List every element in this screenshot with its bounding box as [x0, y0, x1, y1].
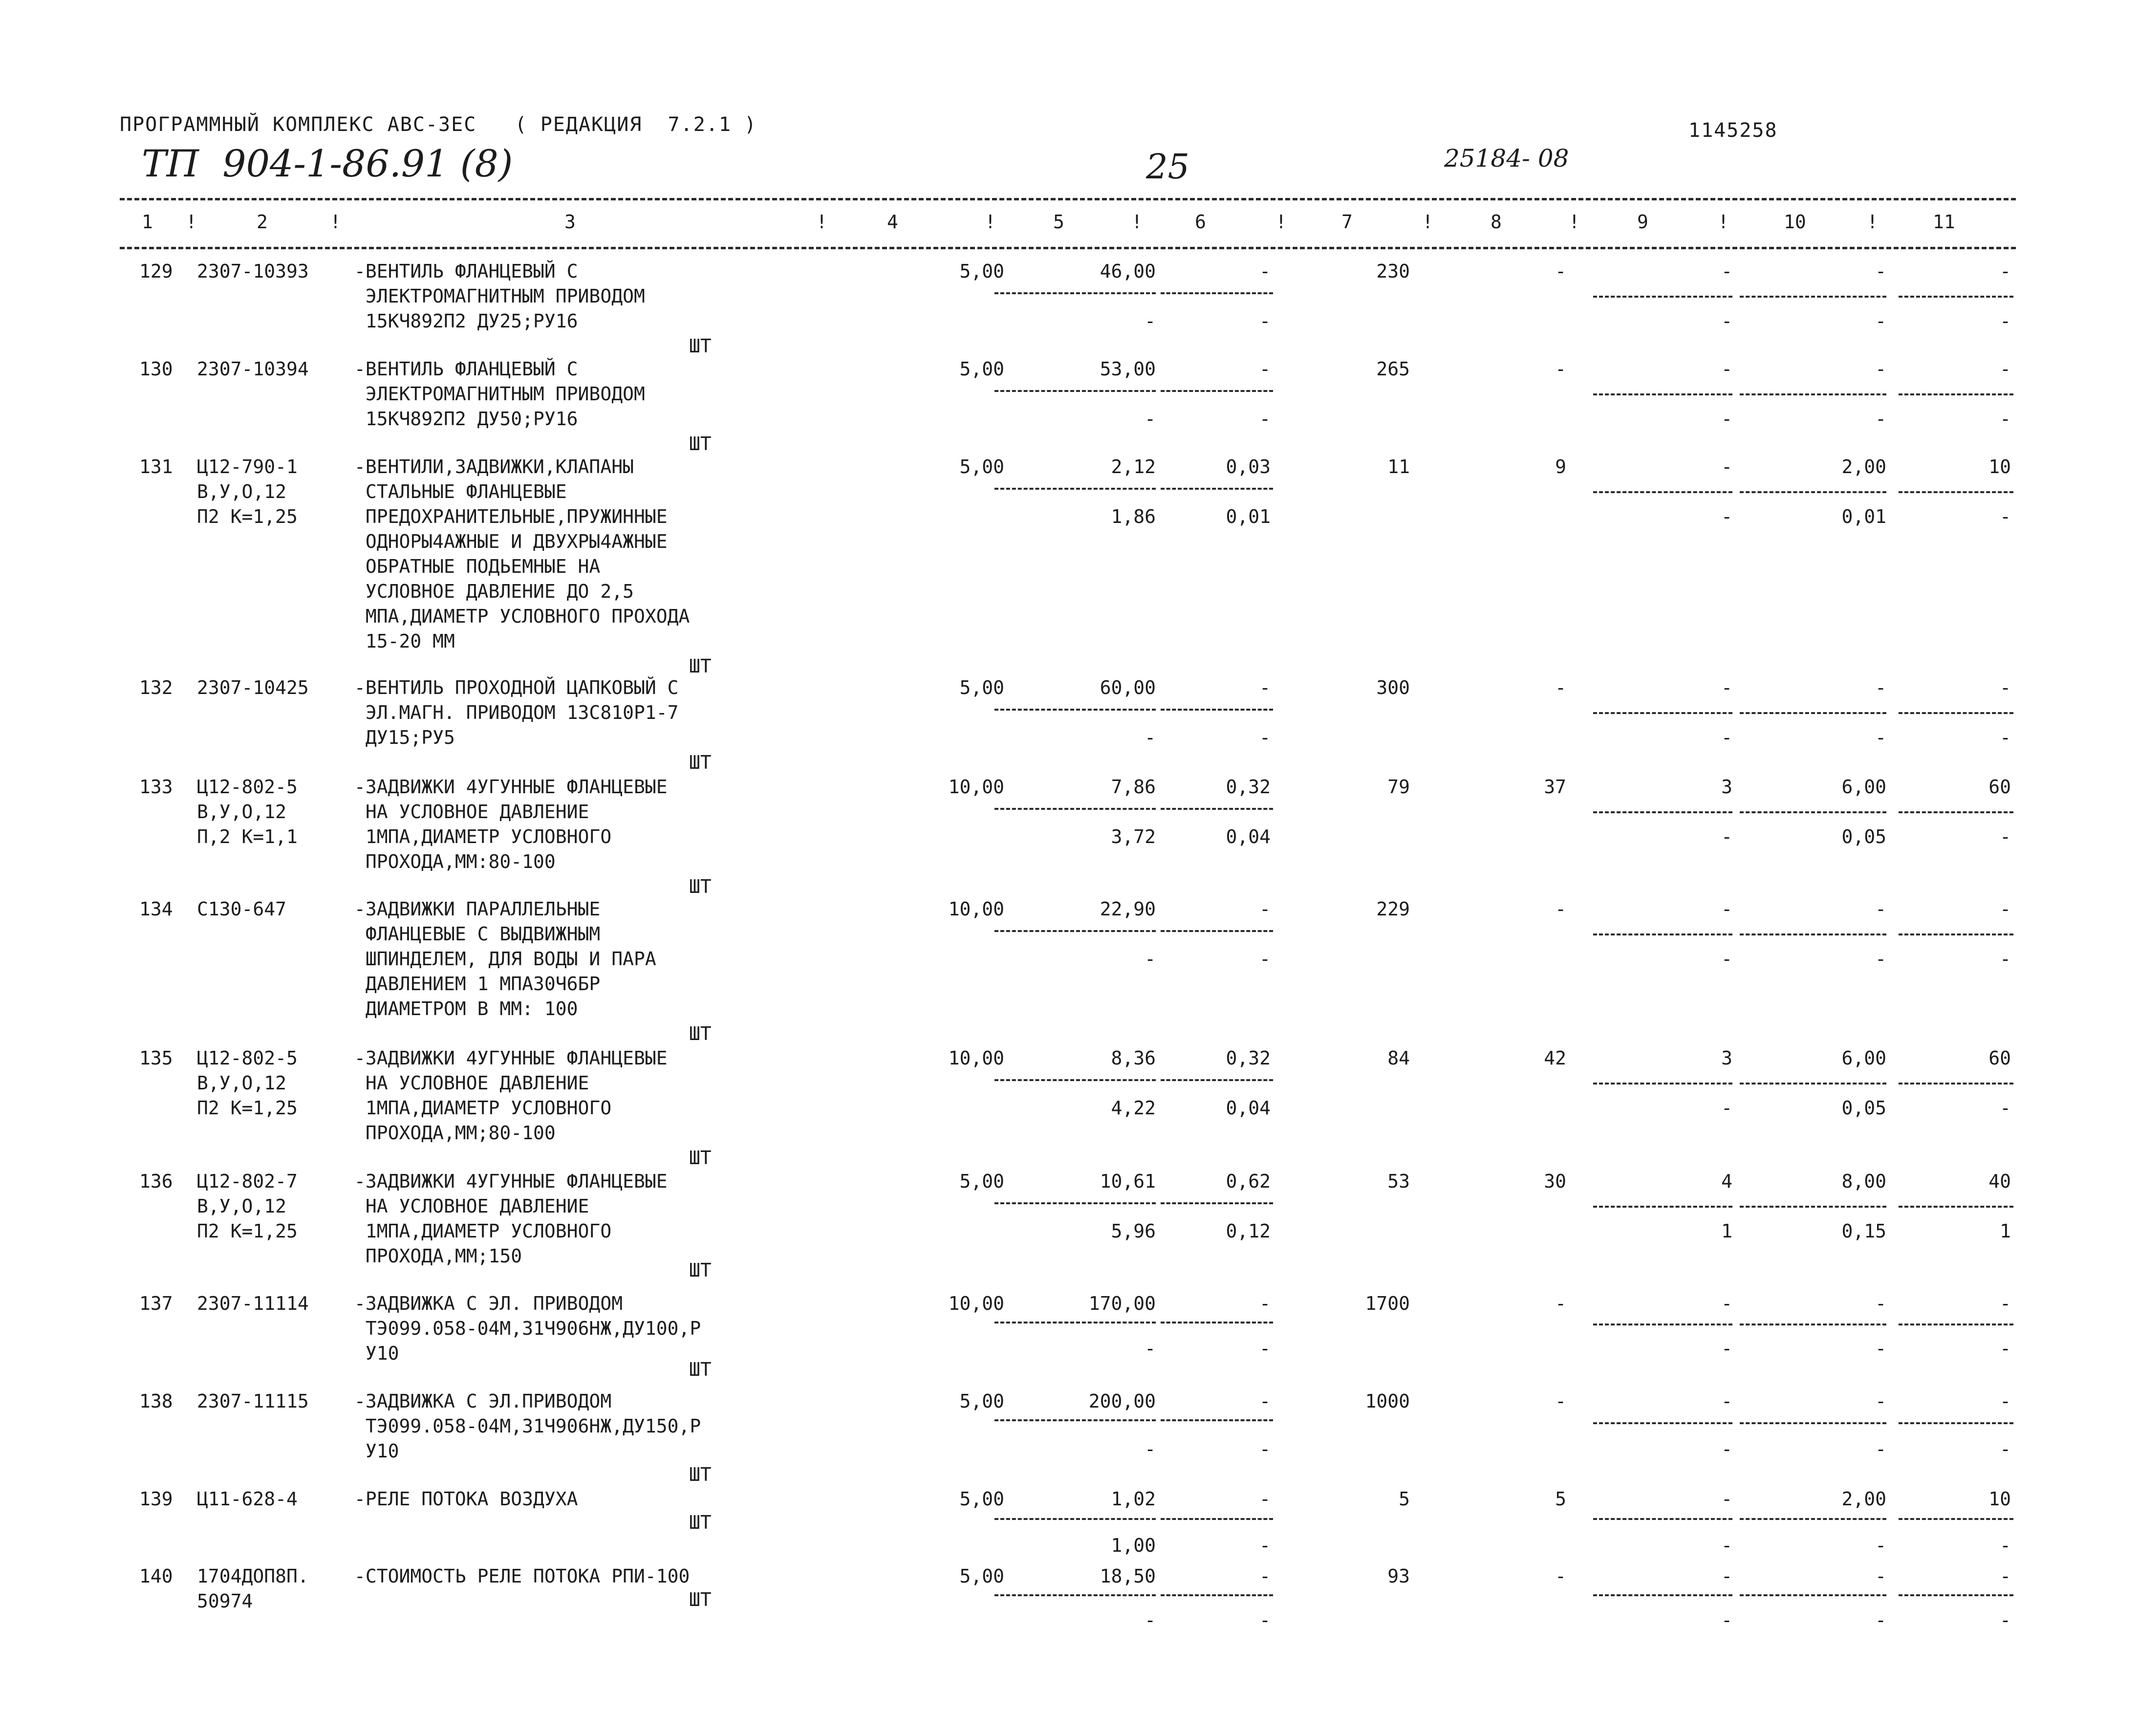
row-col8: - [1555, 677, 1566, 698]
row-unit: ШТ [689, 655, 712, 677]
row-quantity: 10,00 [948, 776, 1004, 798]
row-col5-top: 60,00 [1100, 677, 1156, 698]
row-col5-top: 200,00 [1088, 1390, 1156, 1412]
row-description: -ВЕНТИЛЬ ПРОХОДНОЙ ЦАПКОВЫЙ С ЭЛ.МАГН. ПРИВОДОМ 13С810Р1-7 ДУ15;РУ5 [354, 677, 679, 748]
row-number: 136 [139, 1171, 173, 1192]
row-col5-top: 10,61 [1100, 1171, 1156, 1192]
row-col10-bottom: - [1875, 948, 1886, 970]
row-col8: - [1555, 1565, 1566, 1587]
row-divider [1593, 393, 1732, 395]
col-sep: ! [330, 211, 341, 233]
col-num-10: 10 [1784, 211, 1806, 233]
row-code: 2307-11115 [197, 1390, 309, 1412]
row-unit: ШТ [689, 1259, 712, 1281]
row-quantity: 5,00 [959, 677, 1004, 698]
row-col7: 53 [1387, 1171, 1410, 1192]
row-col11-top: - [2000, 1565, 2011, 1587]
row-col9-top: - [1721, 260, 1732, 282]
row-divider [1593, 933, 1732, 935]
row-col9-top: - [1721, 1565, 1732, 1587]
page-number: 25 [1146, 147, 1190, 187]
row-divider [1740, 1083, 1886, 1085]
row-divider [1593, 1083, 1732, 1085]
row-col10-bottom: 0,15 [1841, 1220, 1886, 1242]
row-col6-top: 0,62 [1226, 1171, 1271, 1192]
row-unit: ШТ [689, 1589, 712, 1610]
row-col11-top: - [2000, 898, 2011, 920]
row-divider [1740, 811, 1886, 813]
row-code: Ц12-790-1 В,У,О,12 П2 К=1,25 [197, 456, 298, 527]
col-num-3: 3 [564, 211, 576, 233]
row-divider [1740, 1594, 1886, 1596]
project-code: ТП 904-1-86.91 (8) [142, 142, 513, 185]
row-col11-top: - [2000, 1390, 2011, 1412]
col-num-6: 6 [1195, 211, 1206, 233]
row-col11-bottom: - [2000, 1097, 2011, 1119]
row-col8: - [1555, 898, 1566, 920]
row-col11-top: - [2000, 677, 2011, 698]
row-divider [994, 1419, 1156, 1421]
doc-number: 1145258 [1688, 119, 1778, 142]
row-col10-top: 6,00 [1841, 1047, 1886, 1069]
row-quantity: 5,00 [959, 456, 1004, 477]
row-col6-bottom: - [1259, 1438, 1271, 1460]
col-num-4: 4 [887, 211, 898, 233]
row-col6-top: - [1259, 358, 1271, 380]
row-col6-top: - [1259, 677, 1271, 698]
row-description: -ЗАДВИЖКИ 4УГУННЫЕ ФЛАНЦЕВЫЕ НА УСЛОВНОЕ ДАВЛЕНИЕ 1МПА,ДИАМЕТР УСЛОВНОГО ПРОХОДА,ММ;150 [354, 1171, 668, 1267]
row-col10-top: 8,00 [1841, 1171, 1886, 1192]
row-col5-bottom: 1,86 [1111, 506, 1156, 527]
row-number: 130 [139, 358, 173, 380]
row-number: 133 [139, 776, 173, 798]
row-code: 2307-11114 [197, 1293, 309, 1314]
row-col6-bottom: 0,01 [1226, 506, 1271, 527]
row-col6-top: - [1259, 1293, 1271, 1314]
row-code: 1704ДОП8П. 50974 [197, 1565, 309, 1612]
row-col7: 84 [1387, 1047, 1410, 1069]
row-divider [1161, 1322, 1273, 1324]
row-divider [1899, 712, 2013, 714]
row-divider [1740, 393, 1886, 395]
row-col9-top: - [1721, 1488, 1732, 1510]
row-col10-top: - [1875, 1390, 1886, 1412]
row-col5-top: 18,50 [1100, 1565, 1156, 1587]
row-divider [1593, 491, 1732, 493]
col-sep: ! [1569, 211, 1580, 233]
row-col9-bottom: - [1721, 1438, 1732, 1460]
row-col5-bottom: - [1145, 727, 1156, 748]
row-col5-bottom: 3,72 [1111, 826, 1156, 847]
row-col8: - [1555, 358, 1566, 380]
row-col11-bottom: 1 [2000, 1220, 2011, 1242]
row-col11-top: 10 [1988, 456, 2011, 477]
row-col9-bottom: - [1721, 1609, 1732, 1631]
row-col6-bottom: 0,04 [1226, 1097, 1271, 1119]
row-col8: - [1555, 1390, 1566, 1412]
row-divider [1161, 1594, 1273, 1596]
row-divider [1899, 1518, 2013, 1520]
row-divider [994, 808, 1156, 810]
row-col11-top: 60 [1988, 1047, 2011, 1069]
row-number: 135 [139, 1047, 173, 1069]
row-divider [994, 488, 1156, 490]
row-col11-bottom: - [2000, 1338, 2011, 1359]
row-description: -РЕЛЕ ПОТОКА ВОЗДУХА [354, 1488, 578, 1510]
row-col5-top: 53,00 [1100, 358, 1156, 380]
row-col8: 30 [1544, 1171, 1566, 1192]
col-num-5: 5 [1053, 211, 1064, 233]
row-divider [994, 1594, 1156, 1596]
col-sep: ! [1275, 211, 1287, 233]
row-col10-bottom: - [1875, 727, 1886, 748]
row-description: -ЗАДВИЖКИ ПАРАЛЛЕЛЬНЫЕ ФЛАНЦЕВЫЕ С ВЫДВИЖНЫМ ШПИНДЕЛЕМ, ДЛЯ ВОДЫ И ПАРА ДАВЛЕНИЕМ 1 МПА30Ч6БР ДИАМЕТРОМ В ММ: 100 [354, 898, 656, 1020]
row-col9-top: 3 [1721, 1047, 1732, 1069]
row-divider [1899, 393, 2013, 395]
column-number-row [120, 211, 2016, 240]
col-num-11: 11 [1933, 211, 1955, 233]
row-divider [994, 1322, 1156, 1324]
row-col6-bottom: 0,04 [1226, 826, 1271, 847]
row-divider [1740, 1324, 1886, 1325]
row-col6-bottom: - [1259, 1609, 1271, 1631]
row-col8: - [1555, 1293, 1566, 1314]
row-code: 2307-10394 [197, 358, 309, 380]
row-description: -ЗАДВИЖКИ 4УГУННЫЕ ФЛАНЦЕВЫЕ НА УСЛОВНОЕ ДАВЛЕНИЕ 1МПА,ДИАМЕТР УСЛОВНОГО ПРОХОДА,ММ;80-100 [354, 1047, 668, 1144]
row-divider [1161, 808, 1273, 810]
col-sep: ! [1422, 211, 1433, 233]
row-col9-bottom: - [1721, 310, 1732, 332]
row-divider [1593, 1594, 1732, 1596]
row-divider [1161, 1079, 1273, 1081]
row-col9-bottom: 1 [1721, 1220, 1732, 1242]
row-col7: 1000 [1365, 1390, 1410, 1412]
row-divider [1161, 292, 1273, 294]
row-col5-bottom: 1,00 [1111, 1535, 1156, 1556]
row-col7: 5 [1399, 1488, 1410, 1510]
row-col11-bottom: - [2000, 948, 2011, 970]
col-num-2: 2 [257, 211, 268, 233]
row-quantity: 5,00 [959, 358, 1004, 380]
row-col11-bottom: - [2000, 826, 2011, 847]
row-col5-top: 22,90 [1100, 898, 1156, 920]
row-divider [1899, 1422, 2013, 1424]
row-col5-bottom: - [1145, 408, 1156, 430]
row-col11-bottom: - [2000, 727, 2011, 748]
row-number: 129 [139, 260, 173, 282]
row-divider [1899, 811, 2013, 813]
row-col10-top: 2,00 [1841, 1488, 1886, 1510]
row-quantity: 5,00 [959, 1390, 1004, 1412]
row-description: -ЗАДВИЖКА С ЭЛ.ПРИВОДОМ ТЭ099.058-04М,31Ч906НЖ,ДУ150,Р У10 [354, 1390, 701, 1462]
row-col5-bottom: - [1145, 310, 1156, 332]
row-divider [1740, 712, 1886, 714]
row-col6-top: - [1259, 1488, 1271, 1510]
row-number: 131 [139, 456, 173, 477]
row-unit: ШТ [689, 876, 712, 897]
row-code: Ц12-802-5 В,У,О,12 П2 К=1,25 [197, 1047, 298, 1119]
header-rule-bottom [120, 247, 2016, 249]
row-col10-top: - [1875, 1565, 1886, 1587]
row-quantity: 5,00 [959, 1565, 1004, 1587]
row-divider [1161, 709, 1273, 711]
row-divider [1593, 712, 1732, 714]
col-num-8: 8 [1491, 211, 1502, 233]
row-col10-top: - [1875, 358, 1886, 380]
row-col9-top: - [1721, 1293, 1732, 1314]
row-divider [1593, 811, 1732, 813]
row-code: Ц12-802-5 В,У,О,12 П,2 К=1,1 [197, 776, 298, 847]
row-col5-bottom: - [1145, 1438, 1156, 1460]
row-quantity: 5,00 [959, 1488, 1004, 1510]
row-col6-top: 0,32 [1226, 776, 1271, 798]
row-divider [1161, 1419, 1273, 1421]
row-col9-top: 4 [1721, 1171, 1732, 1192]
row-col11-bottom: - [2000, 506, 2011, 527]
row-divider [1740, 296, 1886, 298]
row-divider [994, 930, 1156, 932]
row-col10-top: - [1875, 677, 1886, 698]
row-col7: 11 [1387, 456, 1410, 477]
row-col6-bottom: - [1259, 310, 1271, 332]
row-description: -ВЕНТИЛЬ ФЛАНЦЕВЫЙ С ЭЛЕКТРОМАГНИТНЫМ ПРИВОДОМ 15КЧ892П2 ДУ50;РУ16 [354, 358, 645, 430]
row-col6-bottom: - [1259, 727, 1271, 748]
row-divider [1593, 1324, 1732, 1325]
row-code: 2307-10425 [197, 677, 309, 698]
row-divider [1899, 491, 2013, 493]
row-divider [994, 292, 1156, 294]
row-code: Ц11-628-4 [197, 1488, 298, 1510]
row-divider [1899, 1594, 2013, 1596]
row-col9-bottom: - [1721, 1535, 1732, 1556]
row-divider [1161, 1518, 1273, 1520]
col-sep: ! [1718, 211, 1729, 233]
row-col6-bottom: - [1259, 408, 1271, 430]
row-quantity: 10,00 [948, 1293, 1004, 1314]
row-number: 140 [139, 1565, 173, 1587]
row-col10-bottom: 0,05 [1841, 1097, 1886, 1119]
row-col8: 37 [1544, 776, 1566, 798]
row-divider [1593, 296, 1732, 298]
col-sep: ! [1131, 211, 1143, 233]
row-col7: 1700 [1365, 1293, 1410, 1314]
row-divider [1740, 933, 1886, 935]
row-col9-top: - [1721, 456, 1732, 477]
row-col10-bottom: - [1875, 1438, 1886, 1460]
row-col5-bottom: - [1145, 1609, 1156, 1631]
row-col9-bottom: - [1721, 826, 1732, 847]
row-col5-bottom: 5,96 [1111, 1220, 1156, 1242]
row-col8: - [1555, 260, 1566, 282]
row-unit: ШТ [689, 1147, 712, 1169]
row-divider [994, 390, 1156, 392]
ref-number: 25184- 08 [1444, 144, 1569, 173]
row-divider [1593, 1518, 1732, 1520]
row-col5-top: 46,00 [1100, 260, 1156, 282]
row-divider [1593, 1422, 1732, 1424]
row-col11-top: 10 [1988, 1488, 2011, 1510]
row-col7: 79 [1387, 776, 1410, 798]
row-col5-bottom: - [1145, 948, 1156, 970]
row-divider [1161, 1202, 1273, 1204]
row-col9-bottom: - [1721, 408, 1732, 430]
row-col6-bottom: - [1259, 948, 1271, 970]
row-col5-top: 1,02 [1111, 1488, 1156, 1510]
row-col9-top: - [1721, 1390, 1732, 1412]
row-col7: 93 [1387, 1565, 1410, 1587]
row-col10-top: 6,00 [1841, 776, 1886, 798]
row-col5-top: 170,00 [1088, 1293, 1156, 1314]
row-unit: ШТ [689, 752, 712, 773]
row-divider [1593, 1206, 1732, 1208]
row-col9-top: - [1721, 898, 1732, 920]
row-col6-top: 0,32 [1226, 1047, 1271, 1069]
row-col8: 9 [1555, 456, 1566, 477]
row-col6-top: 0,03 [1226, 456, 1271, 477]
row-divider [1740, 1518, 1886, 1520]
row-col10-bottom: - [1875, 408, 1886, 430]
row-unit: ШТ [689, 1512, 712, 1533]
row-col9-bottom: - [1721, 1338, 1732, 1359]
row-divider [994, 1518, 1156, 1520]
row-col11-bottom: - [2000, 310, 2011, 332]
row-col5-top: 8,36 [1111, 1047, 1156, 1069]
row-divider [994, 1202, 1156, 1204]
row-col5-bottom: - [1145, 1338, 1156, 1359]
row-col9-top: - [1721, 677, 1732, 698]
row-col6-top: - [1259, 898, 1271, 920]
row-col11-bottom: - [2000, 1609, 2011, 1631]
row-col5-bottom: 4,22 [1111, 1097, 1156, 1119]
row-quantity: 5,00 [959, 260, 1004, 282]
row-col11-bottom: - [2000, 408, 2011, 430]
col-sep: ! [186, 211, 197, 233]
col-num-1: 1 [142, 211, 153, 233]
header-rule-top [120, 198, 2016, 200]
col-sep: ! [816, 211, 827, 233]
row-col5-top: 2,12 [1111, 456, 1156, 477]
row-divider [1899, 1324, 2013, 1325]
row-col9-bottom: - [1721, 506, 1732, 527]
row-unit: ШТ [689, 433, 712, 455]
row-description: -ЗАДВИЖКА С ЭЛ. ПРИВОДОМ ТЭ099.058-04М,31Ч906НЖ,ДУ100,Р У10 [354, 1293, 701, 1364]
row-divider [994, 1079, 1156, 1081]
row-col11-top: - [2000, 260, 2011, 282]
row-unit: ШТ [689, 1359, 712, 1380]
row-col7: 229 [1376, 898, 1410, 920]
row-col9-bottom: - [1721, 727, 1732, 748]
row-code: 2307-10393 [197, 260, 309, 282]
row-col7: 230 [1376, 260, 1410, 282]
row-col10-top: - [1875, 260, 1886, 282]
row-number: 139 [139, 1488, 173, 1510]
row-unit: ШТ [689, 335, 712, 357]
row-col10-bottom: 0,05 [1841, 826, 1886, 847]
row-code: С130-647 [197, 898, 287, 920]
row-number: 132 [139, 677, 173, 698]
row-col11-bottom: - [2000, 1535, 2011, 1556]
row-divider [1740, 1206, 1886, 1208]
row-col11-top: 40 [1988, 1171, 2011, 1192]
row-unit: ШТ [689, 1464, 712, 1485]
row-col6-top: - [1259, 260, 1271, 282]
row-description: -СТОИМОСТЬ РЕЛЕ ПОТОКА РПИ-100 [354, 1565, 690, 1587]
row-description: -ЗАДВИЖКИ 4УГУННЫЕ ФЛАНЦЕВЫЕ НА УСЛОВНОЕ ДАВЛЕНИЕ 1МПА,ДИАМЕТР УСЛОВНОГО ПРОХОДА,ММ:80-100 [354, 776, 668, 872]
row-col9-top: 3 [1721, 776, 1732, 798]
row-col11-top: 60 [1988, 776, 2011, 798]
row-divider [1899, 1206, 2013, 1208]
row-number: 138 [139, 1390, 173, 1412]
row-divider [1161, 488, 1273, 490]
row-col9-top: - [1721, 358, 1732, 380]
row-col11-bottom: - [2000, 1438, 2011, 1460]
row-quantity: 5,00 [959, 1171, 1004, 1192]
row-description: -ВЕНТИЛЬ ФЛАНЦЕВЫЙ С ЭЛЕКТРОМАГНИТНЫМ ПРИВОДОМ 15КЧ892П2 ДУ25;РУ16 [354, 260, 645, 332]
row-col10-bottom: - [1875, 1609, 1886, 1631]
row-divider [1740, 1422, 1886, 1424]
row-divider [994, 709, 1156, 711]
row-col9-bottom: - [1721, 1097, 1732, 1119]
row-divider [1899, 1083, 2013, 1085]
row-number: 134 [139, 898, 173, 920]
row-col6-bottom: - [1259, 1535, 1271, 1556]
row-col7: 300 [1376, 677, 1410, 698]
row-col5-top: 7,86 [1111, 776, 1156, 798]
row-col10-bottom: - [1875, 1338, 1886, 1359]
row-col11-top: - [2000, 1293, 2011, 1314]
row-divider [1740, 491, 1886, 493]
row-col10-bottom: 0,01 [1841, 506, 1886, 527]
row-unit: ШТ [689, 1023, 712, 1044]
row-code: Ц12-802-7 В,У,О,12 П2 К=1,25 [197, 1171, 298, 1242]
row-number: 137 [139, 1293, 173, 1314]
row-divider [1899, 933, 2013, 935]
row-divider [1161, 930, 1273, 932]
row-col10-bottom: - [1875, 310, 1886, 332]
col-sep: ! [985, 211, 996, 233]
row-col10-top: - [1875, 1293, 1886, 1314]
row-col6-bottom: 0,12 [1226, 1220, 1271, 1242]
row-col8: 5 [1555, 1488, 1566, 1510]
col-num-7: 7 [1341, 211, 1353, 233]
row-quantity: 10,00 [948, 1047, 1004, 1069]
col-num-9: 9 [1637, 211, 1648, 233]
row-col6-bottom: - [1259, 1338, 1271, 1359]
row-divider [1899, 296, 2013, 298]
col-sep: ! [1867, 211, 1878, 233]
row-col10-top: - [1875, 898, 1886, 920]
row-col7: 265 [1376, 358, 1410, 380]
row-col8: 42 [1544, 1047, 1566, 1069]
row-quantity: 10,00 [948, 898, 1004, 920]
program-line: ПРОГРАММНЫЙ КОМПЛЕКС АВС-3ЕС ( РЕДАКЦИЯ 7.2.1 ) [120, 113, 757, 136]
row-col11-top: - [2000, 358, 2011, 380]
row-divider [1161, 390, 1273, 392]
row-col6-top: - [1259, 1565, 1271, 1587]
row-description: -ВЕНТИЛИ,ЗАДВИЖКИ,КЛАПАНЫ СТАЛЬНЫЕ ФЛАНЦЕВЫЕ ПРЕДОХРАНИТЕЛЬНЫЕ,ПРУЖИННЫЕ ОДНОРЫ4АЖНЫЕ И ДВУХРЫ4АЖНЫЕ ОБРАТНЫЕ ПОДЬЕМНЫЕ НА УСЛОВНОЕ ДАВЛЕНИЕ ДО 2,5 МПА,ДИАМЕТР УСЛОВНОГО ПРОХОДА 15-20 ММ [354, 456, 690, 652]
row-col10-bottom: - [1875, 1535, 1886, 1556]
row-col9-bottom: - [1721, 948, 1732, 970]
row-col6-top: - [1259, 1390, 1271, 1412]
row-col10-top: 2,00 [1841, 456, 1886, 477]
